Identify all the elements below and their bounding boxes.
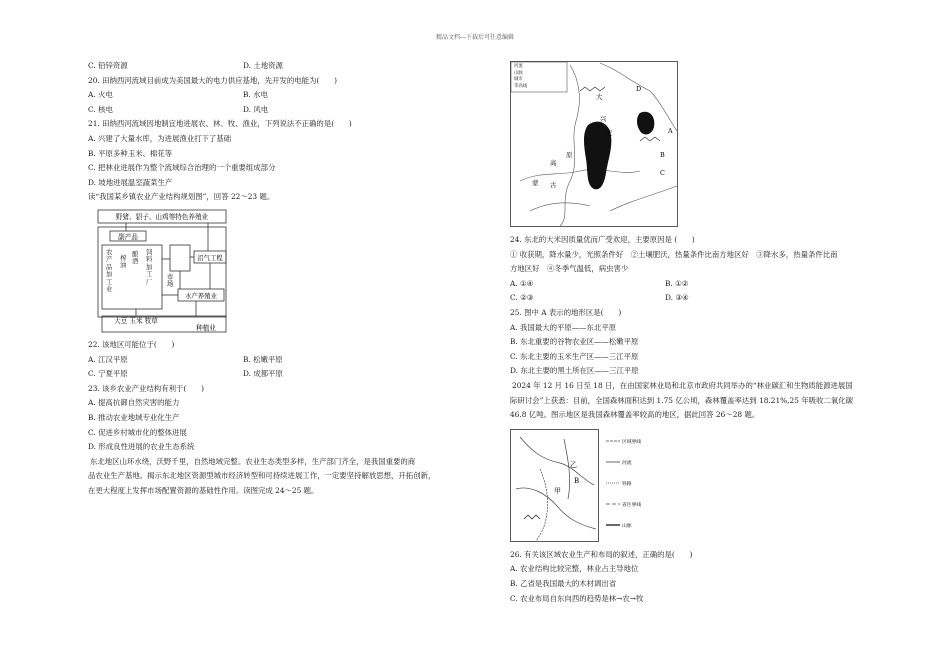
passage2-line1: 2024 年 12 月 16 日至 18 日，在由国家林业局和北京市政府共同举办的“林业碳汇和生物质能源进展国	[512, 380, 853, 390]
q25-option-a: A. 我国最大的平原——东北平原	[510, 322, 617, 332]
agriculture-structure-diagram	[96, 209, 231, 334]
diagram-siliao-label: 饲料加工厂	[146, 247, 153, 286]
q21-stem: 21. 田纳西河流域因地制宜地进展农、林、牧、渔业，下列说法不正确的是( )	[88, 119, 352, 129]
passage2-line2: 际研讨会”上获悉：目前，全国森林面积达到 1.75 亿公顷，森林覆盖率达到 18.21%,25 年吸收二氧化碳	[510, 395, 854, 405]
right-column	[510, 59, 882, 606]
diagram-zhazhi-label: 榨油	[120, 253, 127, 270]
q24-stem: 24. 东北的大米因质量优而广受欢迎，主要原因是 ( )	[510, 235, 695, 244]
diagram-niangjiu-label: 酿酒	[132, 249, 139, 266]
map1-label-da: 大	[596, 93, 603, 101]
q26-stem: 26. 有关该区域农业生产和布局的叙述，正确的是( )	[510, 549, 693, 559]
q24-option-c: C. ②③	[510, 293, 534, 303]
diagram-planting-label: 种植业	[196, 323, 216, 332]
q22-option-d: D. 成都平原	[243, 369, 283, 379]
diagram-top-label: 野猪、貂子、山鸡等特色养殖业	[115, 212, 209, 221]
q20-option-b: B. 水电	[243, 90, 268, 100]
box-market	[170, 245, 190, 271]
map2-legend-river: 河流	[622, 460, 632, 466]
map2-frame	[511, 429, 599, 541]
q25-option-c: C. 东北主要的玉米生产区——三江平原	[510, 351, 639, 361]
q20-options-ab	[88, 88, 460, 103]
q20-option-d: D. 风电	[243, 104, 269, 114]
map2-legend-mountain: 山脉	[622, 523, 632, 529]
q24-line2: 方地区好 ④冬季气温低，病虫害少	[510, 264, 629, 274]
q22-options-cd	[88, 367, 460, 382]
q21-option-b: B. 平原多种玉米、棉花等	[88, 148, 173, 158]
diagram-biogas-label: 沼气工程	[197, 253, 223, 262]
map1-legend-contour: 等高线	[514, 83, 528, 89]
map1-label-c: C	[660, 169, 665, 177]
map1-legend-items	[514, 64, 527, 90]
map1-label-a: A	[668, 127, 673, 135]
q22-option-a: A. 江汉平原	[88, 354, 128, 364]
forest-region-map-svg	[510, 429, 682, 542]
q22-option-c: C. 宁夏平原	[88, 369, 128, 379]
q20-option-a: A. 火电	[88, 90, 113, 100]
diagram-aquaculture-label: 水产养殖业	[185, 291, 217, 300]
q20-options-cd	[88, 103, 460, 118]
diagram-svg	[96, 209, 231, 334]
q24-options-cd	[510, 291, 882, 306]
passage1-line3: 在更大程度上发挥市场配置资源的基础性作用。读图完成 24～25 题。	[88, 485, 319, 495]
map1-label-yuan: 原	[566, 151, 573, 159]
q22-intro: 读“我国某乡镇农业产业结构规划图”，回答 22～23 题。	[88, 192, 275, 202]
q22-stem: 22. 该地区可能位于( )	[88, 339, 175, 349]
q21-option-c: C. 把林业进展作为整个流域综合治理的一个重要组成部分	[88, 163, 276, 173]
q23-stem: 23. 该乡农业产业结构有利于( )	[88, 383, 204, 393]
map2-label-yi: 乙	[570, 460, 577, 469]
q25-option-d: D. 东北主要的黑土所在区——三江平原	[510, 366, 639, 376]
map2-legend-region: 区域界线	[622, 439, 642, 445]
q23-option-d: D. 形成良性进展的农业生态系统	[88, 442, 195, 452]
diagram-crops-label: 大豆 玉米 牧草	[114, 316, 158, 325]
map2-label-b: B	[574, 476, 580, 485]
q23-option-c: C. 促进乡村城市化的整体进展	[88, 427, 187, 437]
q19-options-cd	[88, 59, 460, 74]
diagram-fupin-label: 副产品	[118, 232, 138, 241]
q22-option-b: B. 松嫩平原	[243, 354, 283, 364]
q26-option-b: B. 乙省是我国最大的木材调出省	[510, 578, 617, 588]
passage1-line2: 品农业生产基地。揭示东北地区资源型城市经济转型和可持续进展工作，一定要坚持解放思想，开拓创新，	[88, 471, 436, 481]
q25-stem: 25. 图中 A 表示的地形区是( )	[510, 307, 622, 317]
map1-legend-river: 河流	[514, 64, 523, 69]
map1-label-an: 安	[606, 129, 613, 137]
map1-label-gu: 古	[550, 181, 557, 189]
map1-label-d: D	[636, 85, 642, 93]
q20-stem: 20. 田纳西河流域目前成为美国最大的电力供应基地，先开发的电能为( )	[88, 75, 337, 85]
q19-option-d: D. 土地资源	[243, 61, 283, 70]
map1-label-gao: 高	[550, 159, 557, 167]
q21-option-a: A. 兴建了大量水库，为进展渔业打下了基础	[88, 133, 232, 143]
map2-legend-railway: 铁路	[622, 481, 632, 487]
q20-option-c: C. 核电	[88, 104, 113, 114]
q23-option-b: B. 推动农业地域专业化生产	[88, 412, 180, 422]
map1-label-meng: 蒙	[532, 179, 539, 187]
q26-option-c: C. 农业布局自东向西的趋势是林→农→牧	[510, 593, 644, 603]
q24-option-d: D. ③④	[665, 293, 689, 303]
map1-label-xing: 兴	[600, 115, 607, 123]
q24-option-b: B. ①②	[665, 278, 689, 288]
map1-legend-city: 城市	[514, 77, 523, 82]
forest-region-map	[510, 429, 682, 542]
q24-option-a: A. ①④	[510, 278, 534, 288]
passage2-line3: 46.8 亿吨。图示地区是我国森林覆盖率较高的地区，据此回答 26～28 题。	[510, 410, 760, 420]
q19-option-c: C. 铅锌资源	[88, 61, 128, 70]
diagram-market-label: 市场	[165, 273, 173, 287]
northeast-map-svg	[510, 61, 678, 227]
diagram-nongchanpin-label: 农产品加工业	[106, 247, 113, 293]
map2-legend-province: 省区界线	[622, 502, 642, 508]
passage1-line1: 东北地区山环水绕，沃野千里，自然地域完整。农业生态类型多样，生产部门齐全，是我国重要的商	[90, 456, 416, 466]
page-header: 精品文档---下载后可任意编辑	[435, 34, 515, 41]
q23-option-a: A. 提高抗御自然灾害的能力	[88, 398, 180, 408]
q24-options-ab	[510, 277, 882, 292]
q22-options-ab	[88, 353, 460, 368]
left-column	[88, 59, 460, 498]
map1-legend-mountain: 山脉	[514, 70, 523, 76]
q24-line1: ① 收获期，降水量少，光照条件好 ②土壤肥沃，热量条件比南方地区好 ③降水多，热量条件比南	[510, 249, 838, 259]
q25-option-b: B. 东北重要的谷物农业区——松嫩平原	[510, 337, 639, 347]
q21-option-d: D. 坡地进展温室蔬菜生产	[88, 177, 173, 187]
map1-label-b: B	[660, 151, 665, 159]
map2-label-jia: 甲	[554, 486, 561, 495]
q26-option-a: A. 农业结构比较完整，林业占主导地位	[510, 564, 639, 574]
northeast-map	[510, 61, 678, 227]
